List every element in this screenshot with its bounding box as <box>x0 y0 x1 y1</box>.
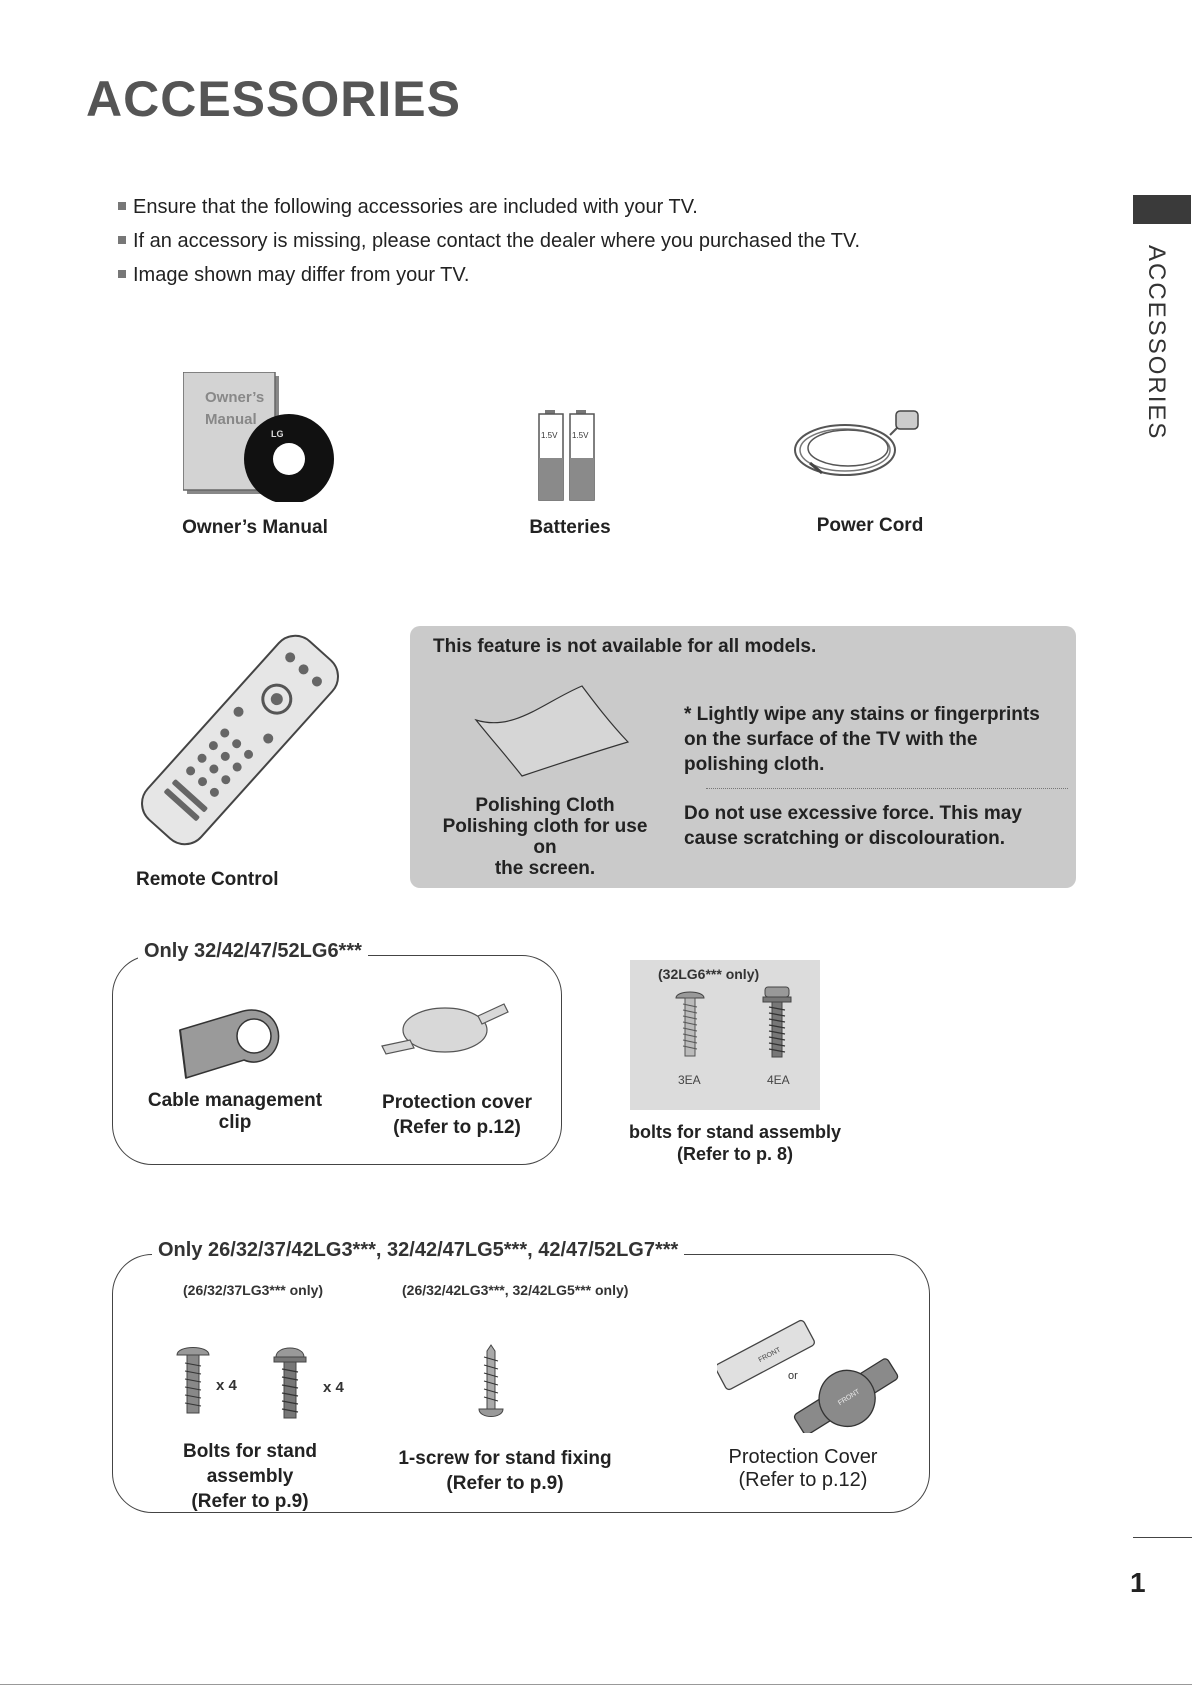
polishing-warning: Do not use excessive force. This may cause scratching or discolouration. <box>684 803 1022 849</box>
lg3-protection-cover-name: Protection Cover <box>728 1446 878 1468</box>
intro-bullet: Ensure that the following accessories are included with your TV. <box>118 190 860 224</box>
protection-cover-illustration <box>380 1000 510 1060</box>
lg3-bolts-ref: (Refer to p.9) <box>191 1491 309 1512</box>
screw-name: 1-screw for stand fixing <box>398 1448 612 1469</box>
lg3-protection-cover-ref: (Refer to p.12) <box>738 1469 868 1491</box>
bolt-count: 3EA <box>678 1073 701 1087</box>
cable-clip-label: Cable management clip <box>147 1090 323 1133</box>
owners-manual-label: Owner’s Manual <box>182 517 328 538</box>
lg3-screw-note: (26/32/42LG3***, 32/42LG5*** only) <box>402 1282 629 1298</box>
polishing-tip: * Lightly wipe any stains or fingerprints on the surface of the TV with the polishing cloth. <box>684 704 1040 775</box>
disc-logo: LG <box>271 429 284 439</box>
dotted-divider <box>706 788 1068 789</box>
battery-voltage: 1.5V <box>572 431 589 440</box>
lg6-bolts-name: bolts for stand assembly <box>628 1122 842 1142</box>
lg6-bolts-note: (32LG6*** only) <box>658 966 760 982</box>
side-section-label <box>1122 245 1178 441</box>
polishing-cloth-illustration <box>474 682 630 782</box>
page-title: ACCESSORIES <box>86 71 461 127</box>
lg3-bolts-label <box>140 1439 360 1514</box>
manual-cover-text: Manual <box>205 411 257 428</box>
owners-manual-illustration <box>183 372 343 502</box>
bolt-icon <box>175 1345 211 1415</box>
protection-cover-ref: (Refer to p.12) <box>393 1117 521 1138</box>
polishing-note-title: This feature is not available for all models. <box>433 636 817 657</box>
side-section-label-text: ACCESSORIES <box>1143 245 1170 441</box>
lg3-protection-cover-label <box>708 1446 898 1492</box>
section-tab-marker <box>1133 195 1191 224</box>
bolt-icon <box>670 988 710 1060</box>
page-number: 1 <box>1130 1567 1146 1598</box>
intro-bullet-list <box>118 190 860 292</box>
power-cord-label: Power Cord <box>816 515 924 536</box>
bolt-with-washer-icon <box>270 1345 310 1420</box>
intro-bullet: Image shown may differ from your TV. <box>118 258 860 292</box>
quantity-label: x 4 <box>323 1379 344 1396</box>
lg3-group-title: Only 26/32/37/42LG3***, 32/42/47LG5***, 42/47/52LG7*** <box>152 1239 684 1262</box>
polishing-cloth-desc: the screen. <box>494 858 596 879</box>
polishing-cloth-label <box>430 795 660 879</box>
screw-ref: (Refer to p.9) <box>446 1473 564 1494</box>
remote-control-illustration <box>140 625 340 855</box>
lg3-bolts-note: (26/32/37LG3*** only) <box>183 1282 324 1298</box>
lg6-bolts-ref: (Refer to p. 8) <box>676 1144 793 1164</box>
bolt-count: 4EA <box>767 1073 790 1087</box>
power-cord-illustration <box>790 405 925 485</box>
lg3-bolts-name: Bolts for stand assembly <box>182 1441 318 1487</box>
front-marking: FRONT <box>837 1388 862 1408</box>
protection-cover-name: Protection cover <box>382 1092 532 1113</box>
intro-bullet: If an accessory is missing, please contact the dealer where you purchased the TV. <box>118 224 860 258</box>
polishing-cloth-desc: Polishing cloth for use on <box>442 816 648 858</box>
lg6-bolts-label <box>620 1121 850 1165</box>
protection-cover-label <box>372 1090 542 1140</box>
cable-clip-illustration <box>170 1000 285 1080</box>
remote-control-label: Remote Control <box>136 869 279 890</box>
screw-icon <box>477 1343 505 1421</box>
batteries-illustration <box>538 410 598 502</box>
protection-cover-options-illustration <box>717 1313 907 1433</box>
battery-voltage: 1.5V <box>541 431 558 440</box>
manual-cover-text: Owner’s <box>205 389 265 406</box>
polishing-cloth-name: Polishing Cloth <box>475 795 615 816</box>
lg6-group-title: Only 32/42/47/52LG6*** <box>138 940 368 963</box>
screw-label <box>395 1446 615 1496</box>
bolt-with-washer-icon <box>757 985 797 1060</box>
quantity-label: x 4 <box>216 1377 237 1394</box>
footer-rule <box>1133 1537 1192 1538</box>
front-marking: FRONT <box>757 1346 783 1365</box>
or-text: or <box>788 1370 798 1382</box>
batteries-label: Batteries <box>529 517 611 538</box>
